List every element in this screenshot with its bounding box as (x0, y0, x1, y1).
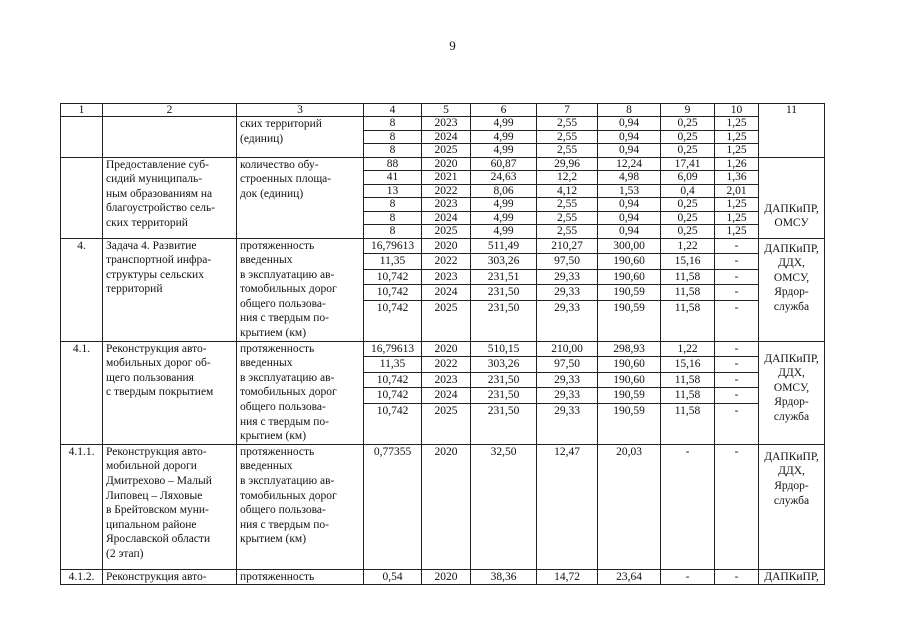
table-cell: 4,99 (471, 197, 536, 211)
table-cell: 190,60 (598, 253, 660, 269)
table-cell: 303,26 (471, 356, 536, 372)
table-cell: 2022 (422, 356, 470, 372)
table-cell: 10,742 (364, 284, 421, 300)
table-cell: 1,25 (715, 224, 758, 238)
table-cell: 0,25 (661, 197, 714, 211)
table-cell: - (715, 356, 758, 372)
table-cell: 11,35 (364, 253, 421, 269)
value-cell (364, 238, 422, 341)
table-cell: 231,50 (471, 403, 536, 419)
table-cell: - (715, 269, 758, 285)
table-cell: 210,27 (551, 239, 583, 252)
table-cell: - (715, 403, 758, 419)
table-cell: 1,36 (715, 170, 758, 184)
table-cell: 1,25 (715, 197, 758, 211)
table-cell: 190,59 (598, 387, 660, 403)
activity-cell: Предоставление суб- сидий муниципаль- ным образованиям на благоустройство сель- ских территорий (103, 157, 237, 238)
col-header: 3 (237, 104, 364, 117)
value-cell (598, 238, 661, 341)
table-cell: 2024 (422, 130, 470, 144)
table-cell: 190,60 (598, 356, 660, 372)
value-cell (715, 117, 759, 158)
table-cell: 1,25 (726, 117, 747, 129)
table-cell: 11,58 (661, 403, 714, 419)
value-cell (537, 157, 598, 238)
table-cell: 1,25 (715, 211, 758, 225)
indicator-cell: протяженность введенных в эксплуатацию ав- томобильных дорог общего пользова- ния с твердым по- крытием (км) (237, 238, 364, 341)
indicator-cell: протяженность введенных в эксплуатацию ав- томобильных дорог общего пользова- ния с твердым по- крытием (км) (237, 341, 364, 444)
cell-empty (61, 117, 103, 158)
indicator-cell: протяженность (237, 569, 364, 585)
table-cell: 210,00 (551, 342, 583, 355)
table-cell: 0,25 (661, 130, 714, 144)
table-cell: 10,742 (364, 387, 421, 403)
table-cell: 4,99 (471, 224, 536, 238)
table-cell: 24,63 (471, 170, 536, 184)
table-cell: - (715, 284, 758, 300)
table-cell: 0,25 (661, 211, 714, 225)
table-cell: 23,64 (598, 569, 661, 585)
table-cell: 29,33 (537, 372, 597, 388)
table-cell: 2023 (422, 269, 470, 285)
table-cell: 16,79613 (370, 342, 415, 355)
table-row (61, 238, 825, 341)
table-cell: 2,55 (537, 130, 597, 144)
table-cell: 15,16 (661, 253, 714, 269)
cell-empty (61, 157, 103, 238)
value-cell (598, 341, 661, 444)
table-row (61, 341, 825, 444)
table-cell: 11,58 (661, 372, 714, 388)
value-cell (661, 238, 715, 341)
table-cell: 2,55 (537, 143, 597, 157)
activity-cell: Реконструкция авто- (103, 569, 237, 585)
table-cell: 0,25 (661, 143, 714, 157)
executor-cell: ДАПКиПР, ОМСУ (759, 157, 825, 238)
table-cell: 4,12 (537, 184, 597, 198)
value-cell (598, 157, 661, 238)
item-number: 4.1.2. (61, 569, 103, 585)
item-number: 4. (61, 238, 103, 341)
indicator-cell: ских территорий (единиц) (237, 117, 364, 158)
table-cell: 97,50 (537, 253, 597, 269)
item-number: 4.1.1. (61, 444, 103, 569)
table-row (61, 117, 825, 158)
table-cell: 2022 (422, 184, 470, 198)
table-cell: 29,33 (537, 300, 597, 316)
table-row (61, 569, 825, 585)
table-cell: 510,15 (487, 342, 520, 355)
table-cell: 11,35 (364, 356, 421, 372)
item-number: 4.1. (61, 341, 103, 444)
table-cell: 12,2 (537, 170, 597, 184)
table-cell: 2023 (422, 372, 470, 388)
table-cell: 10,742 (364, 372, 421, 388)
value-cell (364, 157, 422, 238)
table-row (61, 444, 825, 569)
table-cell: 16,79613 (370, 239, 415, 252)
table-cell: 2022 (422, 253, 470, 269)
value-cell (715, 341, 759, 444)
table-cell: 303,26 (471, 253, 536, 269)
table-cell: - (734, 239, 739, 252)
table-cell: 1,53 (598, 184, 660, 198)
table-cell: 2,01 (715, 184, 758, 198)
column-number-row (61, 104, 825, 117)
table-cell: 12,47 (537, 444, 598, 569)
table-cell: - (715, 372, 758, 388)
executor-cell: ДАПКиПР, ДДХ, ОМСУ, Ярдор- служба (759, 238, 825, 341)
table-cell: 97,50 (537, 356, 597, 372)
table-cell: 190,59 (598, 403, 660, 419)
table-cell: 8 (364, 143, 421, 157)
table-cell: 2024 (422, 284, 470, 300)
table-cell: 231,50 (471, 387, 536, 403)
value-cell (422, 117, 471, 158)
table-cell: 1,26 (726, 157, 747, 170)
table-cell: 2020 (422, 569, 471, 585)
table-cell: 2020 (422, 444, 471, 569)
table-cell: 10,742 (364, 269, 421, 285)
table-cell: 298,93 (613, 342, 645, 355)
table-cell: 17,41 (674, 157, 701, 170)
table-cell: - (715, 569, 759, 585)
table-cell: 8 (389, 117, 396, 129)
col-header: 11 (759, 104, 825, 158)
value-cell (364, 341, 422, 444)
table-cell: - (715, 444, 759, 569)
table-cell: 14,72 (537, 569, 598, 585)
value-cell (471, 117, 537, 158)
table-cell: 2023 (422, 197, 470, 211)
table-cell: 0,94 (598, 211, 660, 225)
table-cell: 0,25 (677, 117, 698, 129)
table-cell: 2025 (422, 224, 470, 238)
value-cell (598, 117, 661, 158)
table-cell: 2025 (422, 403, 470, 419)
table-cell: 2024 (422, 387, 470, 403)
table-cell: 1,22 (677, 239, 698, 252)
value-cell (471, 238, 537, 341)
table-cell: 2,55 (537, 224, 597, 238)
table-cell: 0,94 (598, 130, 660, 144)
col-header: 6 (471, 104, 537, 117)
table-row (61, 157, 825, 238)
table-cell: 8 (364, 211, 421, 225)
table-cell: 10,742 (364, 300, 421, 316)
table-cell: 0,94 (598, 197, 660, 211)
table-cell: - (715, 253, 758, 269)
col-header: 4 (364, 104, 422, 117)
table-cell: 0,94 (598, 224, 660, 238)
table-cell: 231,50 (471, 284, 536, 300)
table-cell: 41 (364, 170, 421, 184)
table-cell: 2,55 (537, 211, 597, 225)
page-number: 9 (449, 38, 456, 53)
table-cell: 4,98 (598, 170, 660, 184)
col-header: 7 (537, 104, 598, 117)
value-cell (422, 341, 471, 444)
value-cell (364, 117, 422, 158)
table-cell: 190,60 (598, 269, 660, 285)
value-cell (661, 157, 715, 238)
table-cell: 6,09 (661, 170, 714, 184)
col-header: 1 (61, 104, 103, 117)
table-cell: 29,33 (537, 269, 597, 285)
table-cell: 20,03 (598, 444, 661, 569)
table-cell: 11,58 (661, 300, 714, 316)
table-cell: 0,25 (661, 224, 714, 238)
table-cell: 0,94 (618, 117, 640, 129)
col-header: 2 (103, 104, 237, 117)
cell-empty (103, 117, 237, 158)
value-cell (471, 157, 537, 238)
col-header: 9 (661, 104, 715, 117)
executor-cell: ДАПКиПР, ДДХ, ОМСУ, Ярдор- служба (759, 341, 825, 444)
table-cell: 2023 (434, 117, 458, 129)
table-cell: 15,16 (661, 356, 714, 372)
table-cell: 2020 (434, 239, 458, 252)
table-cell: 4,99 (471, 211, 536, 225)
activity-cell: Реконструкция авто- мобильных дорог об- щего пользования с твердым покрытием (103, 341, 237, 444)
table-cell: 11,58 (661, 284, 714, 300)
table-cell: 4,99 (493, 117, 514, 129)
value-cell (471, 341, 537, 444)
table-cell: 88 (386, 157, 399, 170)
table-cell: 300,00 (613, 239, 645, 252)
table-cell: 38,36 (471, 569, 537, 585)
table-cell: 32,50 (471, 444, 537, 569)
table-cell: 1,25 (715, 143, 758, 157)
table-cell: 10,742 (364, 403, 421, 419)
table-cell: 1,22 (677, 342, 698, 355)
indicator-cell: количество обу- строенных площа- док (единиц) (237, 157, 364, 238)
value-cell (537, 238, 598, 341)
table-cell: 2020 (434, 342, 458, 355)
table-cell: 2,55 (556, 117, 578, 129)
table-cell: 8 (364, 224, 421, 238)
table-cell: 190,59 (598, 284, 660, 300)
table-cell: 231,50 (471, 372, 536, 388)
table-cell: 511,49 (487, 239, 520, 252)
table-cell: 2021 (422, 170, 470, 184)
executor-cell: ДАПКиПР, (759, 569, 825, 585)
value-cell (715, 238, 759, 341)
table-cell: 1,25 (715, 130, 758, 144)
value-cell (661, 117, 715, 158)
table-cell: 29,96 (554, 157, 580, 170)
table-cell: 12,24 (616, 157, 642, 170)
table-cell: 231,50 (471, 300, 536, 316)
table-cell: - (661, 444, 715, 569)
table-cell: - (661, 569, 715, 585)
table-cell: 2020 (434, 157, 458, 170)
table-cell: 0,54 (364, 569, 422, 585)
table-cell: 13 (364, 184, 421, 198)
table-cell: 0,77355 (364, 444, 422, 569)
table-cell: 11,58 (661, 387, 714, 403)
table-cell: 4,99 (471, 130, 536, 144)
table-cell: - (734, 342, 739, 355)
value-cell (715, 157, 759, 238)
table-cell: 29,33 (537, 284, 597, 300)
table-cell: 0,4 (661, 184, 714, 198)
table-cell: 2025 (422, 300, 470, 316)
value-cell (661, 341, 715, 444)
program-table (60, 103, 825, 585)
value-cell (537, 117, 598, 158)
table-cell: 4,99 (471, 143, 536, 157)
table-cell: - (715, 387, 758, 403)
table-cell: 2024 (422, 211, 470, 225)
table-cell: - (715, 300, 758, 316)
table-cell: 190,59 (598, 300, 660, 316)
value-cell (422, 238, 471, 341)
table-cell: 2025 (422, 143, 470, 157)
col-header: 5 (422, 104, 471, 117)
executor-cell: ДАПКиПР, ДДХ, Ярдор- служба (759, 444, 825, 569)
activity-cell: Задача 4. Развитие транспортной инфра- структуры сельских территорий (103, 238, 237, 341)
table-cell: 29,33 (537, 403, 597, 419)
table-cell: 29,33 (537, 387, 597, 403)
table-cell: 0,94 (598, 143, 660, 157)
table-cell: 8 (364, 130, 421, 144)
table-cell: 2,55 (537, 197, 597, 211)
table-cell: 8,06 (471, 184, 536, 198)
table-cell: 11,58 (661, 269, 714, 285)
value-cell (537, 341, 598, 444)
table-cell: 231,51 (471, 269, 536, 285)
col-header: 10 (715, 104, 759, 117)
table-cell: 190,60 (598, 372, 660, 388)
table-cell: 8 (364, 197, 421, 211)
activity-cell: Реконструкция авто- мобильной дороги Дмитрехово – Малый Липовец – Ляховые в Брейтовском муни- ципальном районе Ярославской области (2 этап) (103, 444, 237, 569)
table-cell: 60,87 (490, 157, 517, 170)
indicator-cell: протяженность введенных в эксплуатацию ав- томобильных дорог общего пользова- ния с твердым по- крытием (км) (237, 444, 364, 569)
col-header: 8 (598, 104, 661, 117)
value-cell (422, 157, 471, 238)
